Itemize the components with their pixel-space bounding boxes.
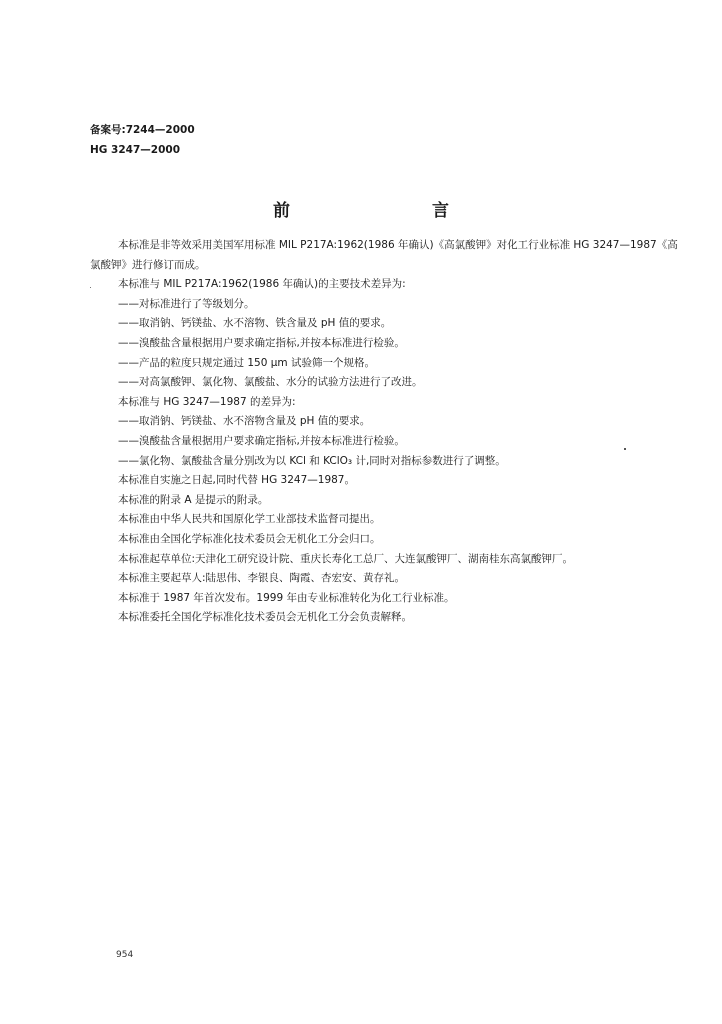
paragraph-interpretation: 本标准委托全国化学标准化技术委员会无机化工分会负责解释。 bbox=[118, 611, 412, 624]
list-item: ——溴酸盐含量根据用户要求确定指标,并按本标准进行检验。 bbox=[118, 434, 405, 447]
page-number: 954 bbox=[116, 950, 134, 960]
paragraph-drafters: 本标准主要起草人:陆思伟、李银良、陶霞、杏宏安、黄存礼。 bbox=[118, 572, 406, 585]
scan-speck bbox=[624, 448, 626, 450]
paragraph-intro: 本标准是非等效采用美国军用标准 MIL P217A:1962(1986 年确认)《高氯酸钾》对化工行业标准 HG 3247—1987《高氯酸钾》进行修订而成。 bbox=[90, 239, 678, 271]
paragraph-appendix: 本标准的附录 A 是提示的附录。 bbox=[118, 493, 269, 506]
list-item: ——取消钠、钙镁盐、水不溶物、铁含量及 pH 值的要求。 bbox=[118, 317, 392, 330]
list-item: ——产品的粒度只规定通过 150 μm 试验筛一个规格。 bbox=[118, 356, 375, 369]
paragraph-proposer: 本标准由中华人民共和国原化学工业部技术监督司提出。 bbox=[118, 513, 381, 526]
paragraph-hg-differences: 本标准与 HG 3247—1987 的差异为: bbox=[118, 395, 296, 408]
page-title: 前 言 bbox=[273, 201, 497, 221]
paragraph-drafting-units: 本标准起草单位:天津化工研究设计院、重庆长寿化工总厂、大连氯酸钾厂、湖南桂东高氯酸钾厂。 bbox=[118, 552, 574, 565]
foreword-body bbox=[90, 236, 680, 628]
list-item: ——对标准进行了等级划分。 bbox=[118, 297, 255, 310]
list-item: ——对高氯酸钾、氯化物、氯酸盐、水分的试验方法进行了改进。 bbox=[118, 376, 423, 389]
list-item: ——取消钠、钙镁盐、水不溶物含量及 pH 值的要求。 bbox=[118, 415, 371, 428]
list-item: ——氯化物、氯酸盐含量分别改为以 KCl 和 KClO₃ 计,同时对指标参数进行了调整。 bbox=[118, 454, 506, 467]
paragraph-centralized: 本标准由全国化学标准化技术委员会无机化工分会归口。 bbox=[118, 532, 381, 545]
document-header bbox=[90, 120, 195, 160]
filing-number: 备案号:7244—2000 bbox=[90, 124, 195, 136]
paragraph-replacement: 本标准自实施之日起,同时代替 HG 3247—1987。 bbox=[118, 474, 355, 487]
standard-code: HG 3247—2000 bbox=[90, 144, 181, 156]
paragraph-history: 本标准于 1987 年首次发布。1999 年由专业标准转化为化工行业标准。 bbox=[118, 591, 455, 604]
paragraph-mil-differences: 本标准与 MIL P217A:1962(1986 年确认)的主要技术差异为: bbox=[118, 278, 406, 291]
scan-speck bbox=[90, 287, 91, 288]
list-item: ——溴酸盐含量根据用户要求确定指标,并按本标准进行检验。 bbox=[118, 336, 405, 349]
